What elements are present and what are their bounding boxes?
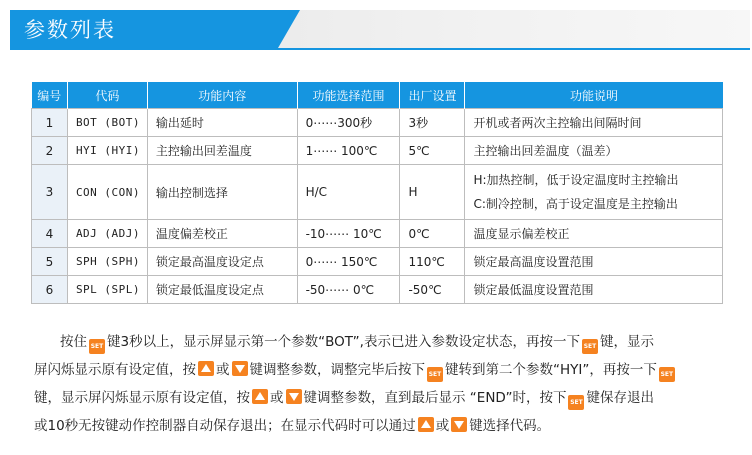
row-description: 锁定最高温度设置范围 <box>465 248 723 276</box>
instruction-text: 键选择代码。 <box>469 418 551 434</box>
instruction-text: 键保存退出 <box>586 390 654 406</box>
header-number: 编号 <box>32 82 68 109</box>
row-description <box>465 165 723 220</box>
row-function: 主控输出回差温度 <box>147 137 297 165</box>
row-number: 5 <box>32 248 68 276</box>
banner-underline <box>10 48 750 50</box>
up-arrow-key-icon <box>418 417 434 432</box>
down-arrow-key-icon <box>232 361 248 376</box>
instruction-text: 或 <box>435 418 450 434</box>
row-code: SPH (SPH) <box>67 248 147 276</box>
row-default: 5℃ <box>400 137 465 165</box>
row-function: 锁定最低温度设定点 <box>147 276 297 304</box>
down-arrow-key-icon <box>451 417 467 432</box>
instruction-line <box>34 328 734 356</box>
set-key-icon: SET <box>568 395 584 410</box>
instruction-line <box>34 412 734 440</box>
header-code: 代码 <box>67 82 147 109</box>
row-default: 110℃ <box>400 248 465 276</box>
table-row <box>32 109 723 137</box>
row-range: -50⋯⋯ 0℃ <box>297 276 400 304</box>
row-function: 锁定最高温度设定点 <box>147 248 297 276</box>
instruction-text: 键，显示 <box>599 334 654 350</box>
page-title: 参数列表 <box>24 18 116 42</box>
header-default: 出厂设置 <box>400 82 465 109</box>
description-line-heating: H:加热控制，低于设定温度时主控输出 <box>473 173 679 187</box>
header-banner <box>0 0 752 56</box>
table-header-row <box>32 82 723 109</box>
row-range: 1⋯⋯ 100℃ <box>297 137 400 165</box>
row-function: 输出延时 <box>147 109 297 137</box>
instruction-text: 或10秒无按键动作控制器自动保存退出；在显示代码时可以通过 <box>34 418 416 434</box>
row-range: H/C <box>297 165 400 220</box>
set-key-icon: SET <box>659 367 675 382</box>
table-row <box>32 220 723 248</box>
row-code: HYI (HYI) <box>67 137 147 165</box>
table-row <box>32 248 723 276</box>
table-row <box>32 276 723 304</box>
row-number: 4 <box>32 220 68 248</box>
row-default: -50℃ <box>400 276 465 304</box>
header-range: 功能选择范围 <box>297 82 400 109</box>
row-description: 主控输出回差温度（温差） <box>465 137 723 165</box>
row-description: 锁定最低温度设置范围 <box>465 276 723 304</box>
set-key-icon: SET <box>89 339 105 354</box>
instruction-text: 键调整参数，直到最后显示 “END”时，按下 <box>303 390 567 406</box>
row-code: BOT (BOT) <box>67 109 147 137</box>
set-key-icon: SET <box>427 367 443 382</box>
row-description: 开机或者两次主控输出间隔时间 <box>465 109 723 137</box>
instruction-text: 或 <box>270 390 284 406</box>
set-key-icon: SET <box>582 339 598 354</box>
up-arrow-key-icon <box>198 361 214 376</box>
parameter-table <box>31 82 723 304</box>
header-description: 功能说明 <box>465 82 723 109</box>
row-code: SPL (SPL) <box>67 276 147 304</box>
description-line-cooling: C:制冷控制，高于设定温度是主控输出 <box>473 197 678 211</box>
row-range: 0⋯⋯ 150℃ <box>297 248 400 276</box>
row-function: 温度偏差校正 <box>147 220 297 248</box>
instruction-text: 键转到第二个参数“HYI”，再按一下 <box>445 362 657 378</box>
instruction-text: 键3秒以上，显示屏显示第一个参数“BOT”,表示已进入参数设定状态，再按一下 <box>107 334 580 350</box>
row-default: 0℃ <box>400 220 465 248</box>
up-arrow-key-icon <box>252 389 268 404</box>
row-code: ADJ (ADJ) <box>67 220 147 248</box>
table-row <box>32 137 723 165</box>
instruction-text: 键，显示屏闪烁显示原有设定值，按 <box>34 390 250 406</box>
row-range: -10⋯⋯ 10℃ <box>297 220 400 248</box>
header-function: 功能内容 <box>147 82 297 109</box>
instruction-text: 按住 <box>60 334 87 350</box>
instruction-line <box>34 356 734 384</box>
down-arrow-key-icon <box>286 389 302 404</box>
row-description: 温度显示偏差校正 <box>465 220 723 248</box>
row-code: CON (CON) <box>67 165 147 220</box>
row-default: H <box>400 165 465 220</box>
instruction-text: 键调整参数，调整完毕后按下 <box>249 362 425 378</box>
row-default: 3秒 <box>400 109 465 137</box>
instructions-paragraph <box>34 328 734 440</box>
instruction-text: 或 <box>216 362 230 378</box>
row-number: 2 <box>32 137 68 165</box>
row-function: 输出控制选择 <box>147 165 297 220</box>
table-row <box>32 165 723 220</box>
row-number: 3 <box>32 165 68 220</box>
row-range: 0⋯⋯300秒 <box>297 109 400 137</box>
instruction-line <box>34 384 734 412</box>
row-number: 1 <box>32 109 68 137</box>
row-number: 6 <box>32 276 68 304</box>
instruction-text: 屏闪烁显示原有设定值，按 <box>34 362 196 378</box>
